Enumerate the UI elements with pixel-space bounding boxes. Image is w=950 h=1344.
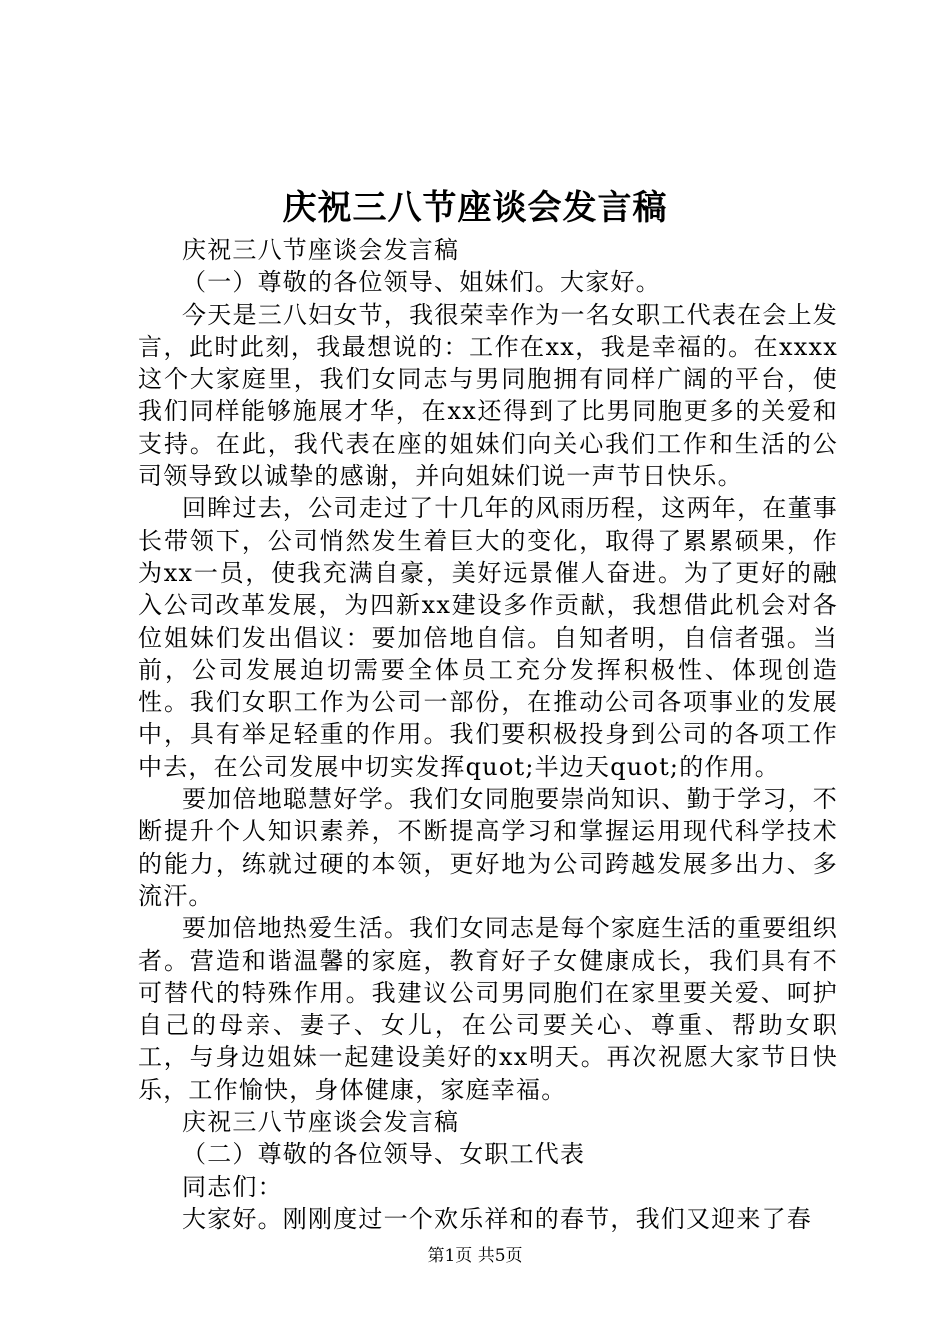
paragraph: 大家好。刚刚度过一个欢乐祥和的春节，我们又迎来了春 [182, 1204, 812, 1233]
paragraph: （二）尊敬的各位领导、女职工代表 [182, 1140, 586, 1169]
paragraph: 回眸过去，公司走过了十几年的风雨历程，这两年，在董事长带领下，公司悄然发生着巨大的变化，取得了累累硕果，作为xx一员，使我充满自豪，美好远景催人奋进。为了更好的融入公司改革发展，为四新xx建设多作贡献，我想借此机会对各位姐妹们发出倡议：要加倍地自信。自知者明，自信者强。当前，公司发展迫切需要全体员工充分发挥积极性、体现创造性。我们女职工作为公司一部份，在推动公司各项事业的发展中，具有举足轻重的作用。我们要积极投身到公司的各项工作中去，在公司发展中切实发挥quot;半边天quot;的作用。 [138, 494, 838, 781]
paragraph: 庆祝三八节座谈会发言稿 [182, 1108, 460, 1137]
paragraph: 今天是三八妇女节，我很荣幸作为一名女职工代表在会上发言，此时此刻，我最想说的：工作在xx，我是幸福的。在xxxx这个大家庭里，我们女同志与男同胞拥有同样广阔的平台，使我们同样能够施展才华，在xx还得到了比男同胞更多的关爱和支持。在此，我代表在座的姐妹们向关心我们工作和生活的公司领导致以诚挚的感谢，并向姐妹们说一声节日快乐。 [138, 300, 838, 491]
paragraph: 要加倍地聪慧好学。我们女同胞要崇尚知识、勤于学习，不断提升个人知识素养，不断提高学习和掌握运用现代科学技术的能力，练就过硬的本领，更好地为公司跨越发展多出力、多流汗。 [138, 785, 838, 910]
paragraph: （一）尊敬的各位领导、姐妹们。大家好。 [182, 268, 661, 297]
paragraph: 要加倍地热爱生活。我们女同志是每个家庭生活的重要组织者。营造和谐温馨的家庭，教育好子女健康成长，我们具有不可替代的特殊作用。我建议公司男同胞们在家里要关爱、呵护自己的母亲、妻子、女儿，在公司要关心、尊重、帮助女职工，与身边姐妹一起建设美好的xx明天。再次祝愿大家节日快乐，工作愉快，身体健康，家庭幸福。 [138, 914, 838, 1104]
paragraph: 庆祝三八节座谈会发言稿 [182, 236, 460, 264]
paragraph: 同志们： [182, 1172, 283, 1201]
document-title: 庆祝三八节座谈会发言稿 [282, 188, 668, 228]
document-body [138, 234, 838, 1235]
page-footer: 第1页 共5页 [427, 1246, 523, 1266]
